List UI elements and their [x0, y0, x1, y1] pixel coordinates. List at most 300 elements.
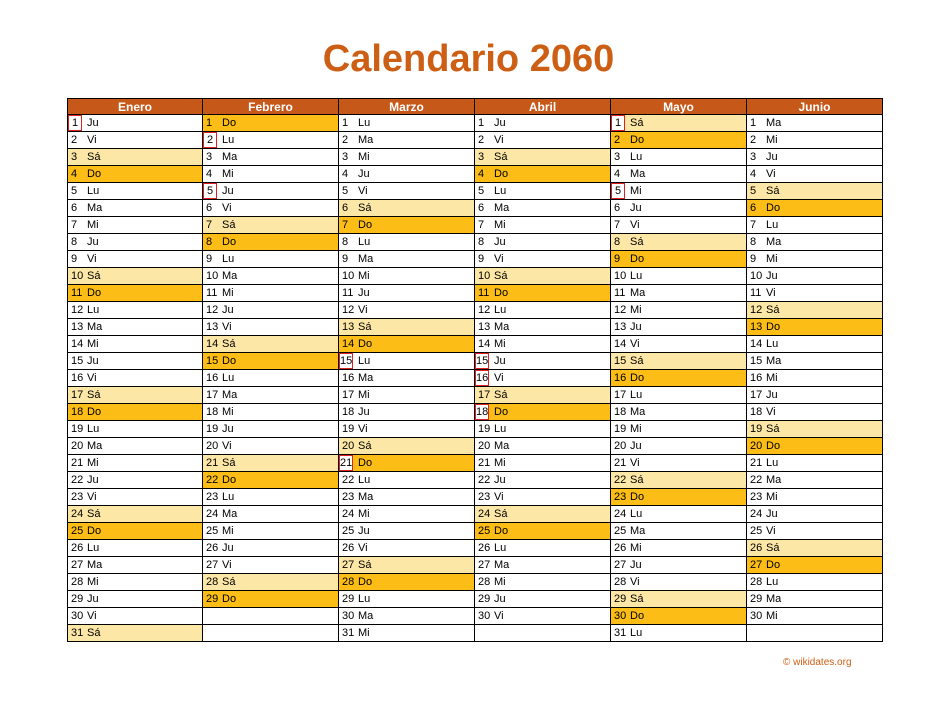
day-cell	[747, 574, 883, 591]
day-cell	[475, 438, 611, 455]
day-number: 23	[206, 491, 219, 503]
weekday-label: Sá	[87, 508, 101, 520]
weekday-label: Do	[358, 219, 373, 231]
day-number: 1	[342, 117, 349, 129]
day-cell	[611, 608, 747, 625]
day-cell	[339, 353, 475, 370]
day-cell	[475, 217, 611, 234]
day-cell	[475, 353, 611, 370]
day-number: 21	[71, 457, 84, 469]
day-number: 20	[342, 440, 355, 452]
day-cell	[339, 200, 475, 217]
day-cell	[611, 285, 747, 302]
month-header: Abril	[475, 98, 611, 115]
day-number: 27	[206, 559, 219, 571]
weekday-label: Sá	[630, 117, 644, 129]
weekday-label: Ma	[358, 134, 374, 146]
weekday-label: Vi	[766, 168, 776, 180]
weekday-label: Lu	[222, 134, 235, 146]
day-number: 22	[206, 474, 219, 486]
day-cell	[339, 217, 475, 234]
day-cell	[203, 540, 339, 557]
day-cell	[203, 523, 339, 540]
day-number: 8	[71, 236, 78, 248]
weekday-label: Vi	[630, 576, 640, 588]
weekday-label: Ma	[87, 321, 103, 333]
day-cell	[475, 234, 611, 251]
day-cell	[475, 489, 611, 506]
day-number: 28	[71, 576, 84, 588]
day-cell	[611, 506, 747, 523]
day-number: 30	[614, 610, 627, 622]
day-number: 13	[750, 321, 763, 333]
weekday-label: Sá	[494, 270, 508, 282]
day-cell	[475, 251, 611, 268]
day-number: 20	[614, 440, 627, 452]
day-cell	[747, 438, 883, 455]
empty-day-cell	[203, 625, 339, 642]
day-number: 8	[750, 236, 757, 248]
day-number: 16	[750, 372, 763, 384]
day-number: 11	[342, 287, 354, 299]
empty-day-cell	[475, 625, 611, 642]
day-cell	[611, 336, 747, 353]
month-column-abril	[475, 98, 611, 642]
weekday-label: Lu	[494, 542, 507, 554]
day-cell	[611, 268, 747, 285]
day-number: 7	[71, 219, 78, 231]
day-number: 10	[206, 270, 219, 282]
day-cell	[67, 183, 203, 200]
day-number: 6	[614, 202, 621, 214]
day-number: 9	[342, 253, 349, 265]
day-number: 4	[71, 168, 78, 180]
day-number: 10	[614, 270, 627, 282]
day-number: 17	[206, 389, 219, 401]
weekday-label: Vi	[494, 253, 504, 265]
empty-day-cell	[747, 625, 883, 642]
day-cell	[67, 608, 203, 625]
weekday-label: Do	[494, 168, 509, 180]
day-cell	[475, 540, 611, 557]
day-cell	[475, 404, 611, 421]
weekday-label: Ju	[630, 202, 642, 214]
weekday-label: Ju	[494, 593, 506, 605]
weekday-label: Ma	[630, 525, 646, 537]
day-number: 22	[614, 474, 627, 486]
weekday-label: Sá	[222, 457, 236, 469]
day-cell	[339, 268, 475, 285]
day-cell	[203, 506, 339, 523]
day-number: 28	[206, 576, 219, 588]
day-cell	[475, 302, 611, 319]
day-cell	[67, 149, 203, 166]
weekday-label: Do	[766, 440, 781, 452]
day-cell	[611, 319, 747, 336]
day-cell	[339, 183, 475, 200]
day-cell	[67, 370, 203, 387]
day-cell	[611, 404, 747, 421]
day-cell	[67, 302, 203, 319]
day-number: 24	[614, 508, 627, 520]
weekday-label: Mi	[222, 287, 234, 299]
day-cell	[67, 455, 203, 472]
weekday-label: Mi	[358, 270, 370, 282]
weekday-label: Ju	[87, 474, 99, 486]
weekday-label: Ma	[222, 508, 238, 520]
weekday-label: Ju	[766, 508, 778, 520]
day-number: 18	[71, 406, 84, 418]
weekday-label: Ju	[87, 236, 99, 248]
day-cell	[203, 489, 339, 506]
day-cell	[339, 285, 475, 302]
day-cell	[67, 591, 203, 608]
weekday-label: Do	[87, 287, 102, 299]
day-cell	[611, 166, 747, 183]
weekday-label: Sá	[630, 593, 644, 605]
weekday-label: Lu	[766, 576, 779, 588]
day-number: 17	[750, 389, 763, 401]
weekday-label: Ju	[358, 406, 370, 418]
day-cell	[611, 370, 747, 387]
weekday-label: Sá	[630, 236, 644, 248]
weekday-label: Ju	[222, 423, 234, 435]
day-number: 26	[71, 542, 84, 554]
day-cell	[203, 166, 339, 183]
day-number: 24	[342, 508, 355, 520]
day-number: 8	[478, 236, 485, 248]
weekday-label: Vi	[358, 542, 368, 554]
day-cell	[203, 353, 339, 370]
weekday-label: Vi	[222, 321, 232, 333]
weekday-label: Do	[87, 406, 102, 418]
day-cell	[339, 523, 475, 540]
day-cell	[611, 421, 747, 438]
weekday-label: Sá	[358, 321, 372, 333]
weekday-label: Ma	[766, 117, 782, 129]
day-number: 17	[342, 389, 355, 401]
day-cell	[475, 183, 611, 200]
day-number: 7	[342, 219, 349, 231]
day-cell	[611, 217, 747, 234]
day-number: 19	[206, 423, 219, 435]
weekday-label: Lu	[630, 627, 643, 639]
day-number: 22	[342, 474, 355, 486]
day-cell	[339, 132, 475, 149]
weekday-label: Ma	[358, 372, 374, 384]
day-cell	[747, 455, 883, 472]
weekday-label: Ma	[766, 593, 782, 605]
day-number: 4	[478, 168, 485, 180]
day-number: 16	[614, 372, 627, 384]
day-cell	[203, 183, 339, 200]
day-cell	[203, 574, 339, 591]
day-number: 9	[71, 253, 78, 265]
month-header: Junio	[747, 98, 883, 115]
weekday-label: Ju	[766, 389, 778, 401]
weekday-label: Mi	[630, 542, 642, 554]
day-number: 14	[206, 338, 219, 350]
holiday-day-number: 2	[203, 132, 217, 148]
weekday-label: Lu	[766, 338, 779, 350]
day-number: 9	[206, 253, 213, 265]
day-cell	[339, 404, 475, 421]
weekday-label: Vi	[494, 372, 504, 384]
weekday-label: Ju	[87, 355, 99, 367]
day-cell	[339, 234, 475, 251]
weekday-label: Vi	[766, 406, 776, 418]
day-number: 12	[750, 304, 763, 316]
day-number: 9	[750, 253, 757, 265]
day-cell	[611, 540, 747, 557]
weekday-label: Sá	[87, 270, 101, 282]
day-cell	[611, 251, 747, 268]
day-number: 5	[478, 185, 485, 197]
weekday-label: Mi	[494, 457, 506, 469]
day-number: 23	[614, 491, 627, 503]
day-cell	[67, 506, 203, 523]
day-cell	[67, 557, 203, 574]
day-number: 25	[614, 525, 627, 537]
month-column-marzo	[339, 98, 475, 642]
day-cell	[339, 472, 475, 489]
weekday-label: Ma	[494, 202, 510, 214]
day-number: 17	[71, 389, 84, 401]
weekday-label: Do	[766, 559, 781, 571]
day-number: 19	[71, 423, 84, 435]
day-number: 15	[750, 355, 763, 367]
day-cell	[611, 302, 747, 319]
empty-day-cell	[203, 608, 339, 625]
weekday-label: Do	[630, 610, 645, 622]
day-cell	[475, 591, 611, 608]
weekday-label: Ju	[222, 185, 234, 197]
day-cell	[339, 540, 475, 557]
weekday-label: Vi	[630, 457, 640, 469]
weekday-label: Ju	[494, 355, 506, 367]
day-number: 23	[71, 491, 84, 503]
day-cell	[339, 149, 475, 166]
weekday-label: Ma	[766, 474, 782, 486]
day-number: 20	[206, 440, 219, 452]
weekday-label: Ju	[87, 593, 99, 605]
day-number: 27	[342, 559, 355, 571]
weekday-label: Sá	[222, 576, 236, 588]
day-cell	[747, 370, 883, 387]
day-number: 27	[71, 559, 84, 571]
weekday-label: Ma	[222, 389, 238, 401]
day-number: 29	[478, 593, 491, 605]
weekday-label: Do	[766, 321, 781, 333]
day-cell	[747, 591, 883, 608]
day-cell	[747, 353, 883, 370]
weekday-label: Lu	[358, 355, 371, 367]
weekday-label: Lu	[630, 270, 643, 282]
weekday-label: Ma	[87, 559, 103, 571]
weekday-label: Mi	[358, 389, 370, 401]
day-cell	[67, 217, 203, 234]
weekday-label: Do	[358, 576, 373, 588]
day-cell	[339, 574, 475, 591]
weekday-label: Ju	[358, 525, 370, 537]
month-header: Enero	[67, 98, 203, 115]
day-number: 19	[342, 423, 355, 435]
weekday-label: Mi	[87, 219, 99, 231]
holiday-day-number: 5	[611, 183, 625, 199]
day-number: 31	[71, 627, 84, 639]
holiday-day-number: 18	[476, 406, 489, 418]
day-number: 3	[614, 151, 621, 163]
day-cell	[475, 472, 611, 489]
day-cell	[747, 285, 883, 302]
day-number: 7	[206, 219, 213, 231]
weekday-label: Ju	[630, 321, 642, 333]
day-number: 24	[750, 508, 763, 520]
weekday-label: Mi	[766, 134, 778, 146]
day-cell	[475, 506, 611, 523]
day-cell	[203, 557, 339, 574]
day-cell	[747, 319, 883, 336]
holiday-day-number: 5	[203, 183, 217, 199]
day-number: 26	[206, 542, 219, 554]
day-number: 6	[342, 202, 349, 214]
day-number: 2	[750, 134, 757, 146]
day-cell	[203, 251, 339, 268]
day-cell	[67, 115, 203, 132]
day-number: 28	[342, 576, 355, 588]
day-number: 29	[750, 593, 763, 605]
day-number: 6	[750, 202, 757, 214]
weekday-label: Ju	[222, 304, 234, 316]
day-number: 8	[342, 236, 349, 248]
day-cell	[339, 319, 475, 336]
day-cell	[611, 455, 747, 472]
day-number: 9	[478, 253, 485, 265]
weekday-label: Sá	[630, 355, 644, 367]
day-cell	[67, 336, 203, 353]
day-number: 14	[478, 338, 491, 350]
weekday-label: Lu	[494, 423, 507, 435]
weekday-label: Mi	[630, 423, 642, 435]
day-number: 10	[478, 270, 491, 282]
day-number: 11	[478, 287, 490, 299]
day-number: 3	[71, 151, 78, 163]
weekday-label: Sá	[87, 627, 101, 639]
day-cell	[475, 319, 611, 336]
day-number: 26	[750, 542, 763, 554]
day-number: 21	[750, 457, 763, 469]
weekday-label: Ma	[222, 151, 238, 163]
day-cell	[475, 132, 611, 149]
weekday-label: Do	[630, 134, 645, 146]
day-cell	[611, 557, 747, 574]
weekday-label: Sá	[358, 559, 372, 571]
day-number: 4	[342, 168, 349, 180]
month-column-febrero	[203, 98, 339, 642]
day-number: 30	[750, 610, 763, 622]
day-number: 15	[71, 355, 84, 367]
day-cell	[339, 387, 475, 404]
weekday-label: Mi	[766, 372, 778, 384]
weekday-label: Vi	[87, 610, 97, 622]
day-cell	[203, 370, 339, 387]
weekday-label: Mi	[222, 525, 234, 537]
weekday-label: Vi	[494, 134, 504, 146]
day-number: 29	[71, 593, 84, 605]
weekday-label: Vi	[494, 491, 504, 503]
weekday-label: Do	[222, 593, 237, 605]
day-number: 20	[750, 440, 763, 452]
day-cell	[339, 370, 475, 387]
holiday-day-number: 21	[340, 457, 353, 469]
weekday-label: Mi	[494, 576, 506, 588]
day-cell	[611, 625, 747, 642]
day-cell	[67, 574, 203, 591]
day-cell	[747, 200, 883, 217]
day-number: 25	[342, 525, 355, 537]
weekday-label: Ju	[630, 559, 642, 571]
day-cell	[67, 353, 203, 370]
weekday-label: Ju	[358, 287, 370, 299]
weekday-label: Sá	[766, 304, 780, 316]
weekday-label: Sá	[87, 151, 101, 163]
day-cell	[67, 489, 203, 506]
day-cell	[67, 404, 203, 421]
day-number: 10	[342, 270, 355, 282]
weekday-label: Do	[630, 372, 645, 384]
day-cell	[747, 608, 883, 625]
weekday-label: Vi	[358, 304, 368, 316]
weekday-label: Lu	[358, 236, 371, 248]
day-cell	[475, 574, 611, 591]
day-cell	[747, 489, 883, 506]
weekday-label: Vi	[630, 338, 640, 350]
day-cell	[611, 149, 747, 166]
day-cell	[475, 200, 611, 217]
day-number: 6	[71, 202, 78, 214]
weekday-label: Lu	[630, 151, 643, 163]
day-cell	[747, 115, 883, 132]
weekday-label: Lu	[222, 253, 235, 265]
day-cell	[475, 608, 611, 625]
day-cell	[747, 166, 883, 183]
day-number: 8	[614, 236, 621, 248]
day-number: 6	[478, 202, 485, 214]
month-column-mayo	[611, 98, 747, 642]
day-cell	[203, 404, 339, 421]
weekday-label: Vi	[358, 185, 368, 197]
day-number: 28	[478, 576, 491, 588]
day-number: 12	[614, 304, 627, 316]
day-number: 27	[478, 559, 491, 571]
day-number: 26	[478, 542, 491, 554]
weekday-label: Ma	[494, 440, 510, 452]
day-cell	[67, 523, 203, 540]
day-number: 30	[478, 610, 491, 622]
day-cell	[67, 319, 203, 336]
holiday-day-number: 1	[611, 115, 625, 131]
day-cell	[339, 251, 475, 268]
weekday-label: Sá	[766, 423, 780, 435]
copyright-footer: © wikidates.org	[783, 657, 852, 668]
day-number: 28	[614, 576, 627, 588]
page-title: Calendario 2060	[322, 38, 615, 80]
weekday-label: Ju	[494, 117, 506, 129]
day-cell	[611, 353, 747, 370]
day-number: 11	[71, 287, 83, 299]
day-number: 29	[614, 593, 627, 605]
day-number: 14	[342, 338, 355, 350]
